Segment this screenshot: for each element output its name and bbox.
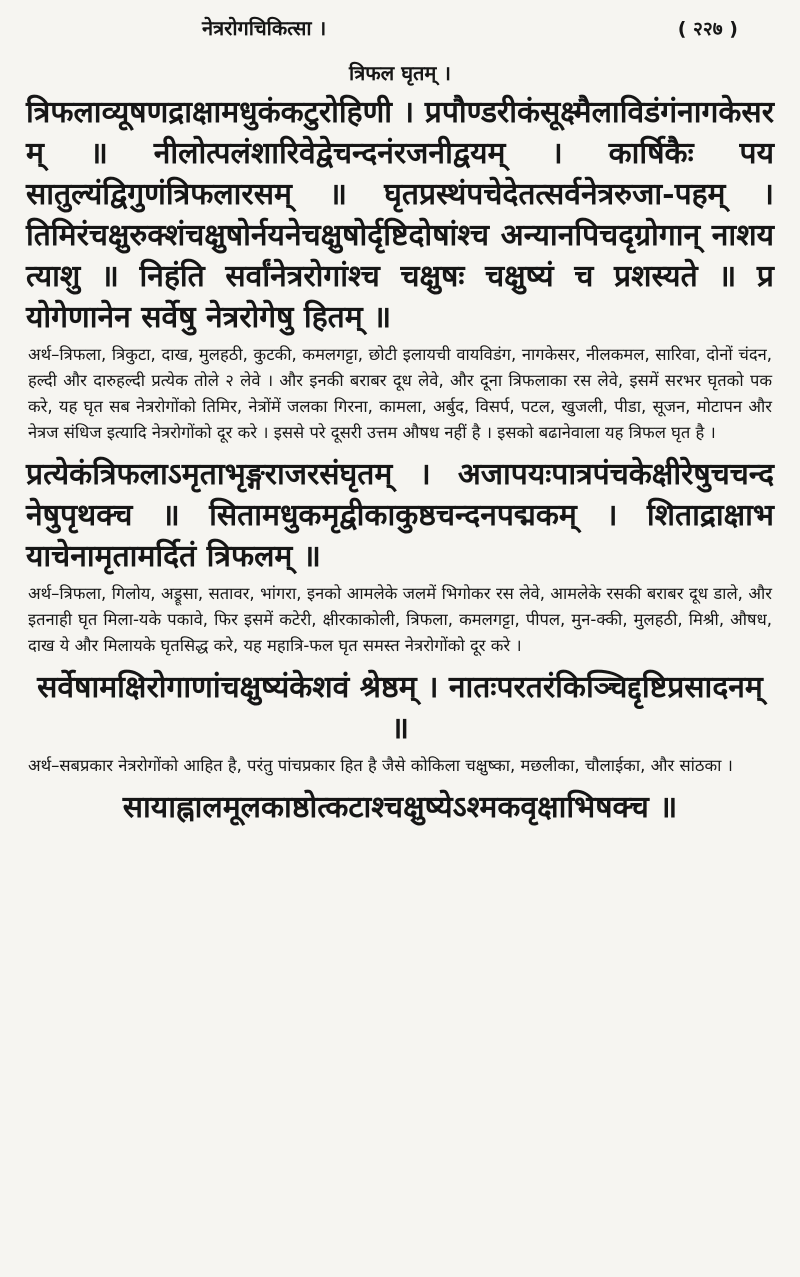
verse-block-1: त्रिफलाव्यूषणद्राक्षामधुकंकटुरोहिणी । प्रपौण्डरीकंसूक्ष्मैलाविडंगंनागकेसरम् ॥ नीलोत्पलंशारिवेद्वेचन्दनंरजनीद्वयम् । कार्षिकैः पयसातुल्यंद्विगुणंत्रिफलारसम् ॥ घृतप्रस्थंपचेदेतत्सर्वनेत्ररुजा-पहम् । तिमिरंचक्षुरुक्शंचक्षुषोर्नयनेचक्षुषोर्दृष्टिदोषांश्च अन्यानपिचदृग्रोगान् नाशयत्याशु ॥ निहंति सर्वांनेत्ररोगांश्च चक्षुषः चक्षुष्यं च प्रशस्यते ॥ प्रयोगेणानेन सर्वेषु नेत्ररोगेषु हितम् ॥ <box>26 95 774 335</box>
verse-block-3: सर्वेषामक्षिरोगाणांचक्षुष्यंकेशवं श्रेष्ठम् । नातःपरतरंकिञ्चिद्दृष्टिप्रसादनम् ॥ <box>37 670 763 746</box>
commentary-block-3: अर्थ–सबप्रकार नेत्ररोगोंको आहित है, परंतु पांचप्रकार हित है जैसे कोकिला चक्षुष्का, मछलीका, चौलाईका, और सांठका । <box>28 756 733 775</box>
commentary-block-2: अर्थ–त्रिफला, गिलोय, अड्रूसा, सतावर, भांगरा, इनको आमलेके जलमें भिगोकर रस लेवे, आमलेके रसकी बराबर दूध डाले, और इतनाही घृत मिला-यके पकावे, फिर इसमें कटेरी, क्षीरकाकोली, त्रिफला, कमलगट्टा, पीपल, मुन-क्की, मुलहठी, मिश्री, औषध, दाख ये और मिलायके घृतसिद्ध करे, यह महात्रि-फल घृत समस्त नेत्ररोगोंको दूर करे । <box>28 584 772 655</box>
page-header <box>22 14 778 41</box>
page-number: ( २२७ ) <box>677 18 738 40</box>
verse-block-2: प्रत्येकंत्रिफलाऽमृताभृङ्गराजरसंघृतम् । अजापयःपात्रपंचकेक्षीरेषुचचन्दनेषुपृथक्च ॥ सितामधुकमृद्वीकाकुष्ठचन्दनपद्मकम् । शिताद्राक्षाभयाचेनामृतामर्दितं त्रिफलम् ॥ <box>26 457 774 574</box>
section-title: त्रिफल घृतम् । <box>349 61 451 85</box>
running-title: नेत्ररोगचिकित्सा । <box>202 16 327 40</box>
verse-block-4: सायाह्नालमूलकाष्ठोत्कटाश्चक्षुष्येऽश्मकवृक्षाभिषक्च ॥ <box>122 790 678 825</box>
commentary-block-1: अर्थ–त्रिफला, त्रिकुटा, दाख, मुलहठी, कुटकी, कमलगट्टा, छोटी इलायची वायविडंग, नागकेसर, नीलकमल, सारिवा, दोनों चंदन, हल्दी और दारुहल्दी प्रत्येक तोले २ लेवे । और इनकी बराबर दूध लेवे, और दूना त्रिफलाका रस लेवे, इसमें सरभर घृतको पक करे, यह घृत सब नेत्ररोगोंको तिमिर, नेत्रोंमें जलका गिरना, कामला, अर्बुद, विसर्प, पटल, खुजली, पीडा, सूजन, मोटापन और नेत्रज संधिज इत्यादि नेत्ररोगोंको दूर करे । इससे परे दूसरी उत्तम औषध नहीं है । इसको बढानेवाला यह त्रिफल घृत है । <box>28 345 772 442</box>
